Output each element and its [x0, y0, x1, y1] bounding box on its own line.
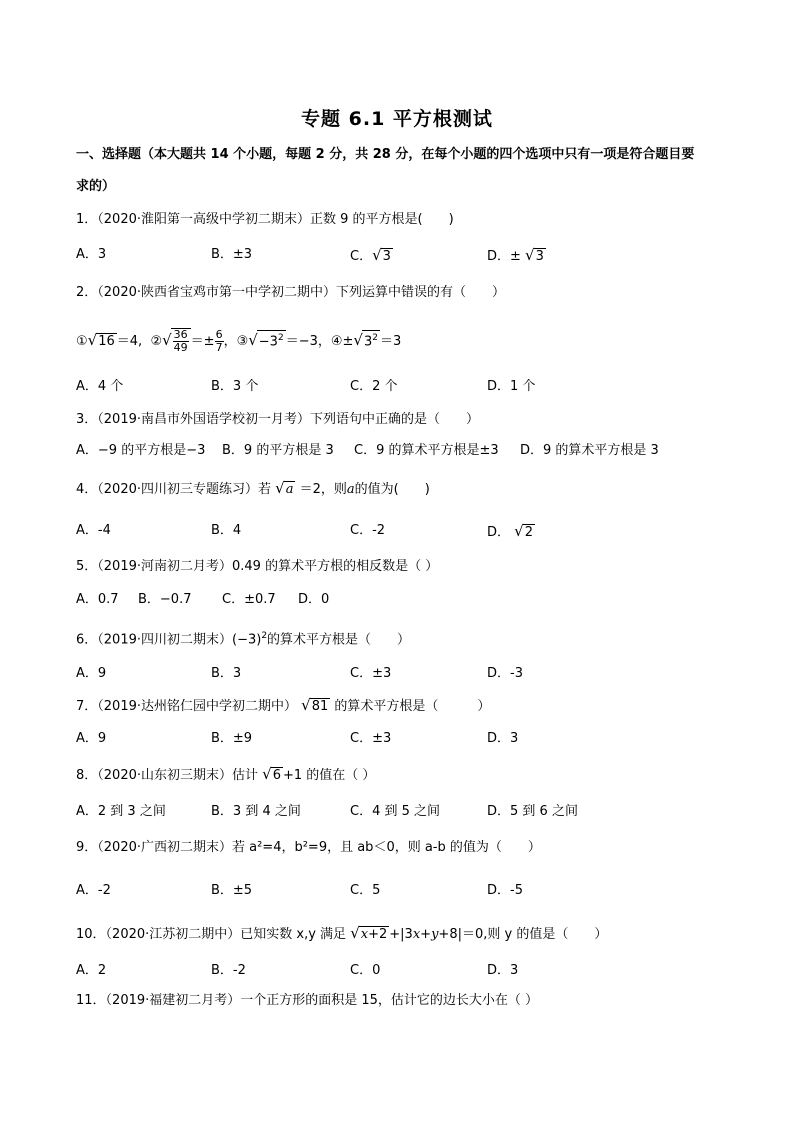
- q7-option-a: A．9: [76, 731, 107, 746]
- q6-option-d: D．-3: [487, 666, 523, 681]
- q2-option-d: D．1 个: [487, 379, 536, 394]
- q1-option-a: A．3: [76, 247, 107, 262]
- q5-option-b: B．−0.7: [138, 592, 192, 607]
- q10-option-a: A．2: [76, 963, 107, 978]
- q3-option-d: D．9 的算术平方根是 3: [520, 443, 659, 458]
- q3-option-a: A．−9 的平方根是−3: [76, 443, 206, 458]
- q2-option-a: A．4 个: [76, 379, 124, 394]
- q1-option-d: D．± √3: [487, 246, 544, 264]
- q4-option-b: B．4: [211, 523, 242, 538]
- question-5-stem: 5．（2019·河南初二月考）0.49 的算术平方根的相反数是（ ）: [76, 559, 439, 574]
- q7-option-b: B．±9: [211, 731, 253, 746]
- q1-option-b: B．±3: [211, 247, 253, 262]
- q4-option-a: A．-4: [76, 523, 111, 538]
- q5-option-c: C．±0.7: [222, 592, 276, 607]
- question-11-stem: 11．（2019·福建初二月考）一个正方形的面积是 15，估计它的边长大小在（ ）: [76, 993, 539, 1008]
- q9-option-d: D．-5: [487, 883, 523, 898]
- section-heading-cont: 求的）: [76, 179, 116, 194]
- question-7-stem: 7．（2019·达州铭仁园中学初二期中） √81 的算术平方根是（ ）: [76, 696, 491, 714]
- q5-option-d: D．0: [298, 592, 330, 607]
- q9-option-c: C．5: [350, 883, 381, 898]
- question-2-expressions: ①√16 ＝4, ②√ $\frac{36}{49}$ ＝± $\frac{6}{7}$ ，$③√-3^2 =-3$，$④\pm√3^2 =3$: [76, 328, 402, 354]
- q5-option-a: A．0.7: [76, 592, 119, 607]
- q3-option-c: C．9 的算术平方根是±3: [354, 443, 499, 458]
- question-10-stem: 10．（2020·江苏初二期中）已知实数 x,y 满足 √x+2 +|3x+y+8|＝0,则 y 的值是（ ）: [76, 924, 608, 942]
- question-6-stem: 6．（2019·四川初二期末）$(-3)^2$的算术平方根是（ ）: [76, 631, 411, 648]
- q7-option-c: C．±3: [350, 731, 392, 746]
- question-9-stem: 9．（2020·广西初二期末）若 a²=4，b²=9，且 ab＜0，则 a-b 的值为（ ）: [76, 840, 541, 855]
- question-3-stem: 3．（2019·南昌市外国语学校初一月考）下列语句中正确的是（ ）: [76, 412, 479, 427]
- section-heading: 一、选择题（本大题共 14 个小题，每题 2 分，共 28 分，在每个小题的四个选项中只有一项是符合题目要: [76, 147, 695, 162]
- page-title: 专题 6.1 平方根测试: [301, 108, 493, 130]
- q8-option-a: A．2 到 3 之间: [76, 804, 166, 819]
- question-4-stem: 4．（2020·四川初三专题练习）若 √a ＝2，则a的值为( ): [76, 479, 430, 497]
- q10-option-b: B．-2: [211, 963, 246, 978]
- q10-option-c: C．0: [350, 963, 381, 978]
- question-8-stem: 8．（2020·山东初三期末）估计 √6 +1 的值在（ ）: [76, 765, 376, 783]
- q8-option-c: C．4 到 5 之间: [350, 804, 441, 819]
- q9-option-b: B．±5: [211, 883, 253, 898]
- q8-option-d: D．5 到 6 之间: [487, 804, 578, 819]
- q6-option-a: A．9: [76, 666, 107, 681]
- q6-option-c: C．±3: [350, 666, 392, 681]
- q4-option-c: C．-2: [350, 523, 386, 538]
- q2-option-b: B．3 个: [211, 379, 259, 394]
- question-1-stem: 1．（2020·淮阳第一高级中学初二期末）正数 9 的平方根是( ): [76, 212, 454, 227]
- q10-option-d: D．3: [487, 963, 519, 978]
- q2-option-c: C．2 个: [350, 379, 398, 394]
- q1-option-c: C．√3: [350, 246, 391, 264]
- q6-option-b: B．3: [211, 666, 242, 681]
- q3-option-b: B．9 的平方根是 3: [222, 443, 334, 458]
- q8-option-b: B．3 到 4 之间: [211, 804, 301, 819]
- q7-option-d: D．3: [487, 731, 519, 746]
- question-2-stem: 2．（2020·陕西省宝鸡市第一中学初二期中）下列运算中错误的有（ ）: [76, 285, 505, 300]
- q4-option-d: D． √2: [487, 522, 533, 540]
- q9-option-a: A．-2: [76, 883, 111, 898]
